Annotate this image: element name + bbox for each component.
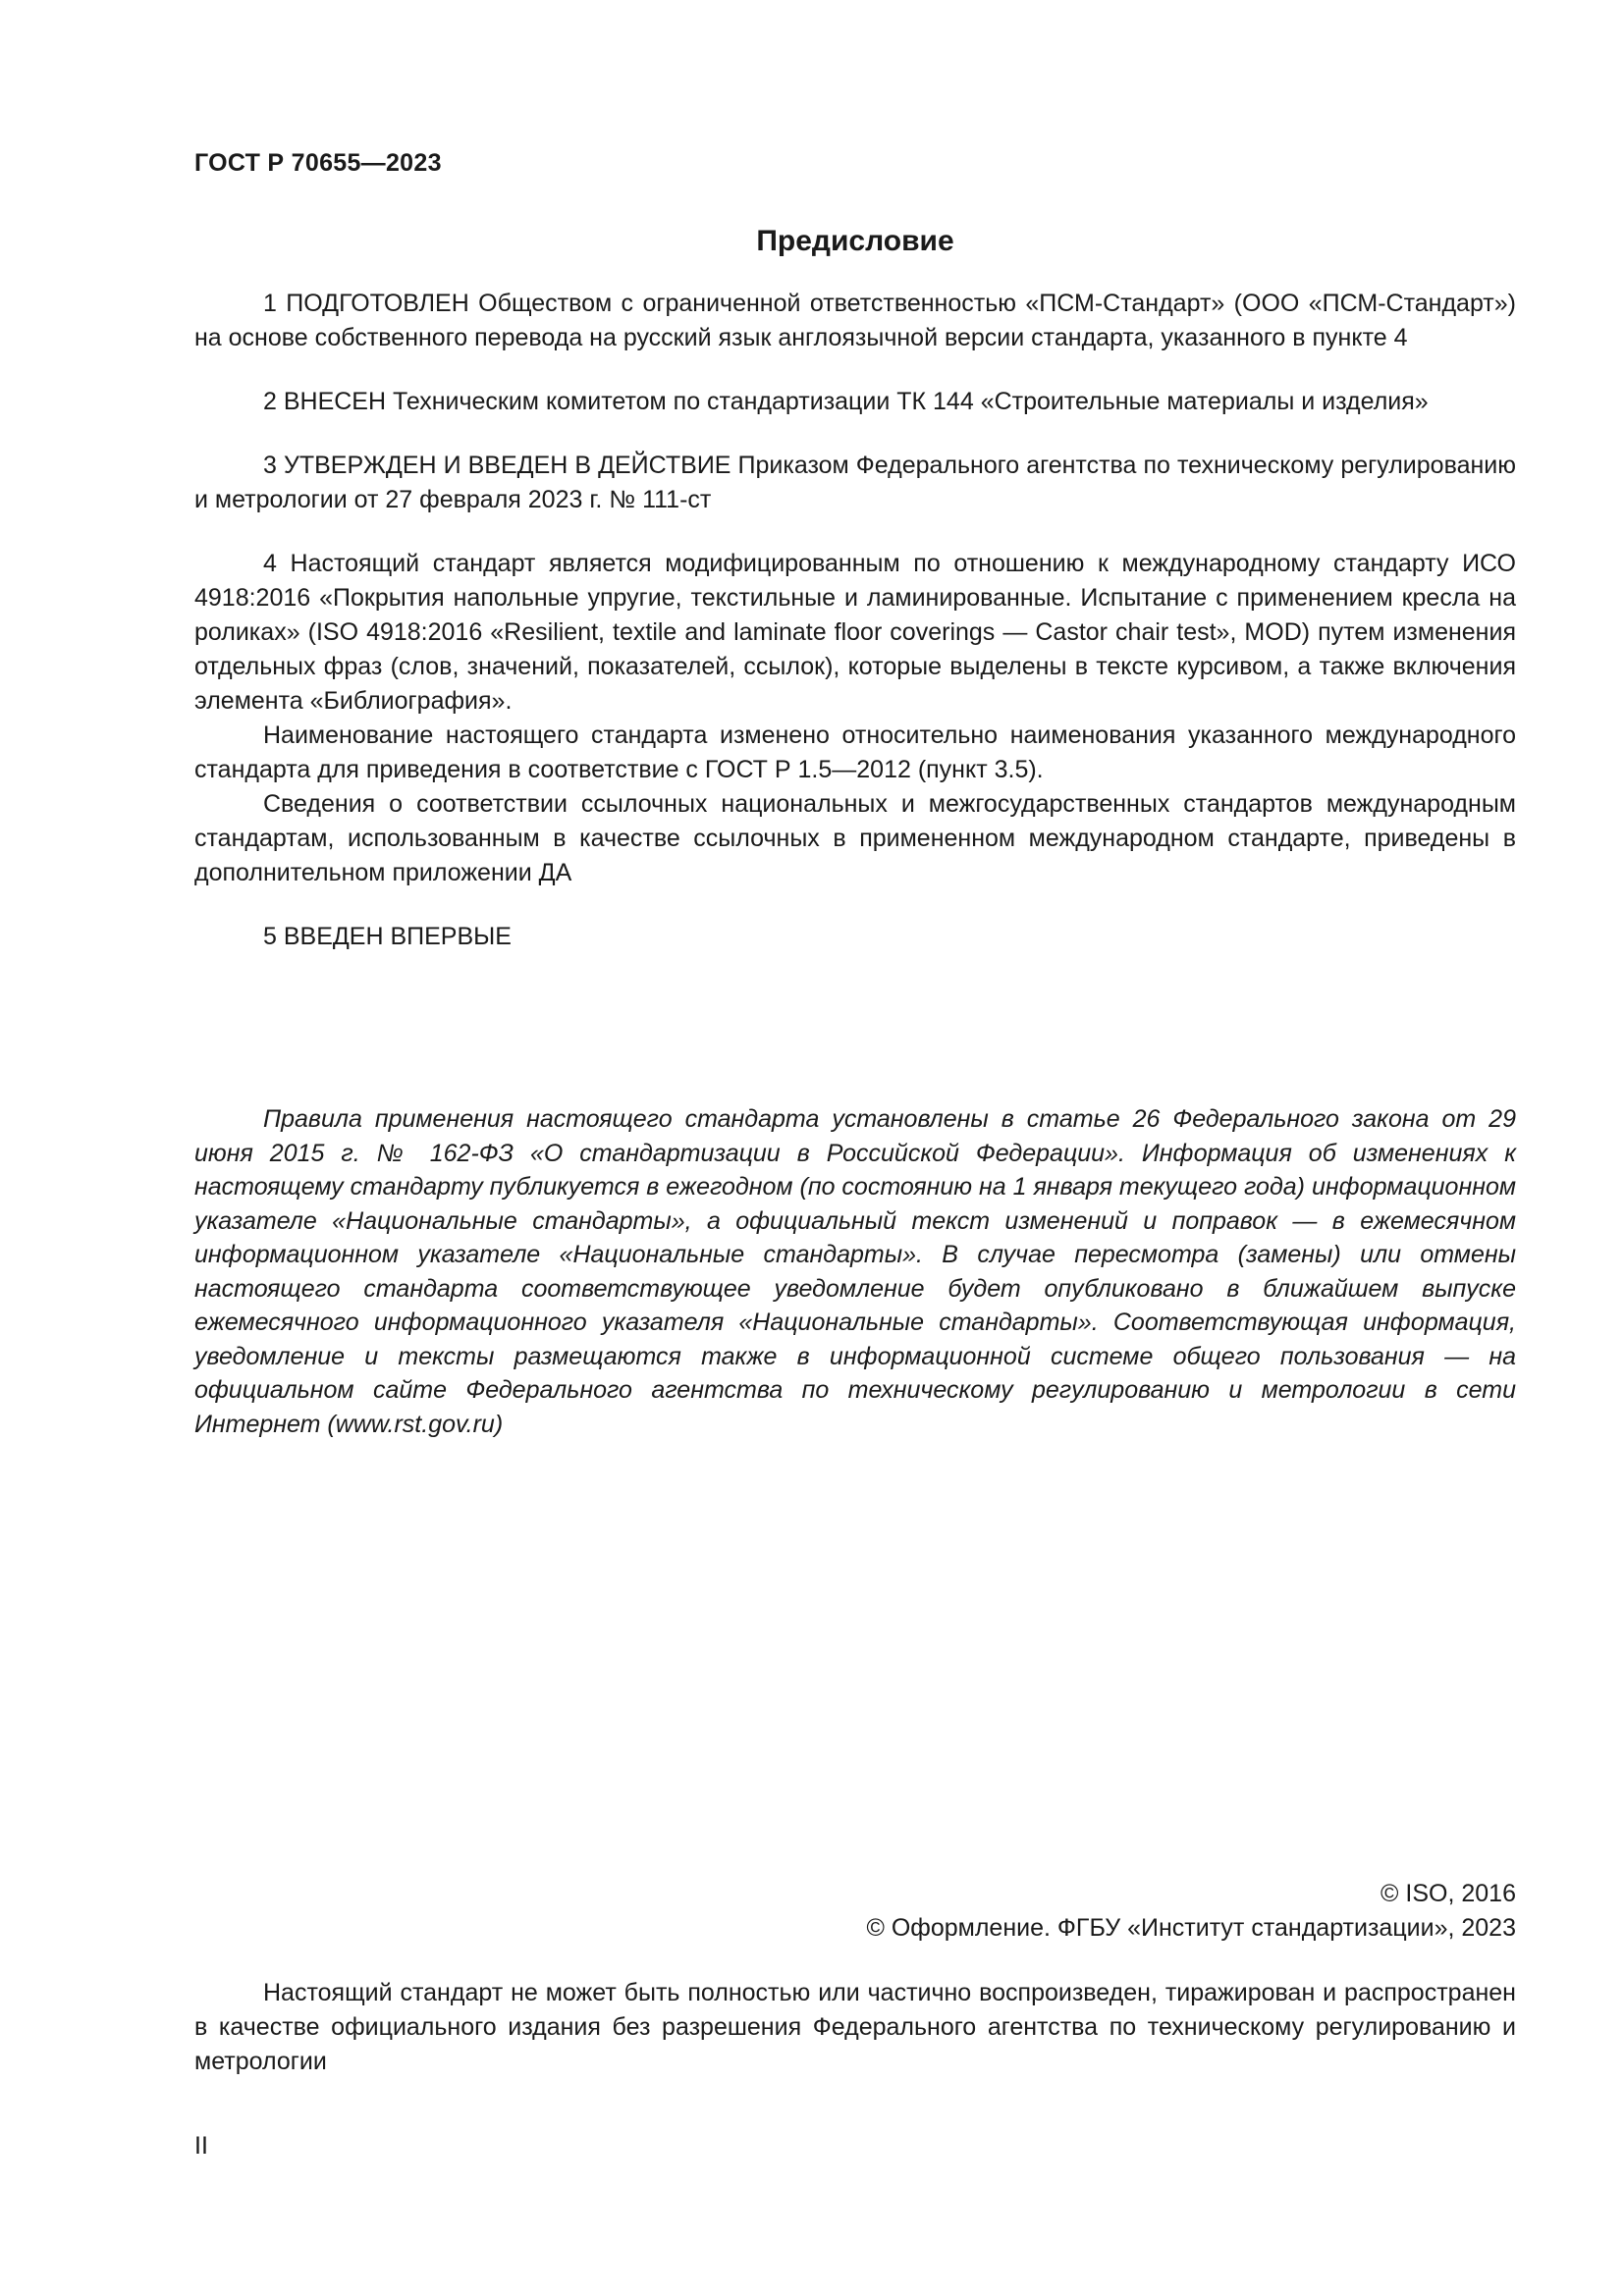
document-code: ГОСТ Р 70655—2023 <box>194 149 442 177</box>
item-1-paragraph: 1 ПОДГОТОВЛЕН Обществом с ограниченной ответственностью «ПСМ-Стандарт» (ООО «ПСМ-Стандарт») на основе собственного перевода на русский язык англоязычной версии стандарта, указанного в пункте 4 <box>194 290 1516 351</box>
rules-notice: Правила применения настоящего стандарта установлены в статье 26 Федерального закона от 29 июня 2015 г. № 162-ФЗ «О стандартизации в Российской Федерации». Информация об изменениях к настоящему стандарту публикуется в ежегодном (по состоянию на 1 января текущего года) информационном указателе «Национальные стандарты», а официальный текст изменений и поправок — в ежемесячном информационном указателе «Национальные стандарты». В случае пересмотра (замены) или отмены настоящего стандарта соответствующее уведомление будет опубликовано в ближайшем выпуске ежемесячного информационного указателя «Национальные стандарты». Соответствующая информация, уведомление и тексты размещаются также в информационной системе общего пользования — на официальном сайте Федерального агентства по техническому регулированию и метрологии в сети Интернет (www.rst.gov.ru) <box>194 1105 1517 1438</box>
item-2-paragraph: 2 ВНЕСЕН Техническим комитетом по стандартизации ТК 144 «Строительные материалы и изделия» <box>263 388 1429 415</box>
item-4-paragraph-name-change: Наименование настоящего стандарта изменено относительно наименования указанного международного стандарта для приведения в соответствие с ГОСТ Р 1.5—2012 (пункт 3.5). <box>194 721 1516 783</box>
page-title: Предисловие <box>756 225 954 257</box>
item-4-paragraph-references: Сведения о соответствии ссылочных национальных и межгосударственных стандартов международным стандартам, использованным в качестве ссылочных в примененном международном стандарте, приведены в дополнительном приложении ДА <box>194 790 1516 886</box>
item-3-paragraph: 3 УТВЕРЖДЕН И ВВЕДЕН В ДЕЙСТВИЕ Приказом Федерального агентства по техническому регулированию и метрологии от 27 февраля 2023 г. № 111-ст <box>194 452 1516 513</box>
copyright-block <box>866 1877 1516 1946</box>
item-5-paragraph: 5 ВВЕДЕН ВПЕРВЫЕ <box>263 923 512 950</box>
copyright-design: © Оформление. ФГБУ «Институт стандартизации», 2023 <box>866 1914 1516 1942</box>
copyright-iso: © ISO, 2016 <box>1380 1880 1516 1907</box>
reproduction-notice: Настоящий стандарт не может быть полностью или частично воспроизведен, тиражирован и распространен в качестве официального издания без разрешения Федерального агентства по техническому регулированию и метрологии <box>194 1979 1516 2075</box>
item-4-paragraph: 4 Настоящий стандарт является модифицированным по отношению к международному стандарту ИСО 4918:2016 «Покрытия напольные упругие, текстильные и ламинированные. Испытание с применением кресла на роликах» (ISO 4918:2016 «Resilient, textile and laminate floor coverings — Castor chair test», MOD) путем изменения отдельных фраз (слов, значений, показателей, ссылок), которые выделены в тексте курсивом, а также включения элемента «Библиография». <box>194 550 1516 715</box>
foreword-items <box>194 287 1516 954</box>
page-number: II <box>194 2132 208 2160</box>
